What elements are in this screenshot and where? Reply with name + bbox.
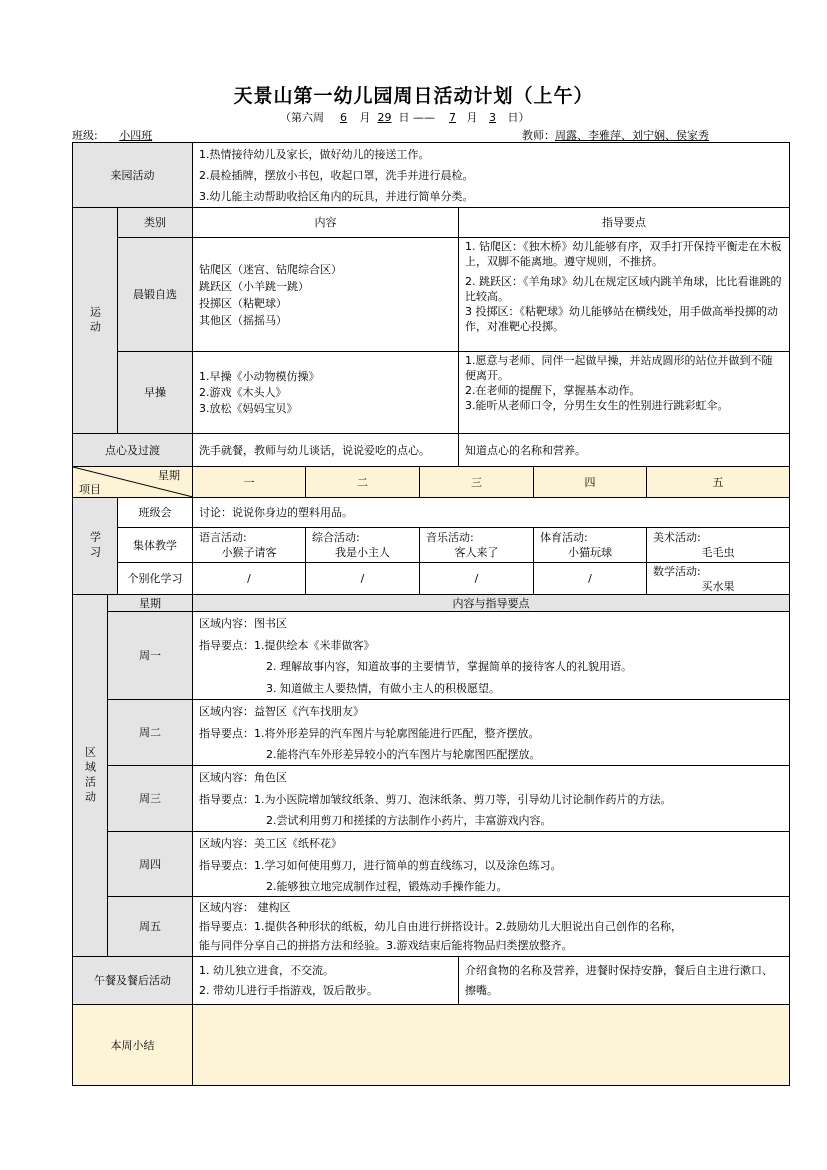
drill-item: 3.放松《妈妈宝贝》 [199,401,298,415]
arrival-label: 来园活动 [73,143,193,208]
lunch-content [193,957,459,1005]
area-label-text: 区域活动 [83,745,97,806]
col-guide: 指导要点 [459,208,790,238]
day-header: 二 [306,467,420,498]
group-teaching-cell [647,528,790,563]
area-line: 区域内容：益智区《汽车找朋友》 [199,705,364,718]
individual-cell: / [534,563,647,595]
activity-type: 数学活动: [653,564,701,578]
learning-label [73,498,118,595]
end-day: 3 [489,111,496,124]
summary-label: 本周小结 [73,1005,193,1086]
snack-content-text: 洗手就餐，教师与幼儿谈话，说说爱吃的点心。 [199,443,430,457]
guide-prefix: 指导要点： [199,638,254,652]
col-category: 类别 [118,208,193,238]
area-day-content [193,766,790,832]
date-dash: —— [413,111,435,124]
guide-prefix: 指导要点： [199,920,254,933]
exercise-guide-item: 2. 跳跃区：《羊角球》幼儿在规定区域内跳羊角球，比比看谁跳的比较高。 [465,275,782,303]
group-teaching-cell [193,528,306,563]
arrival-item: 2.晨检插牌，摆放小书包，收起口罩，洗手并进行晨检。 [199,168,474,182]
guide-point: 2.尝试利用剪刀和搓揉的方法制作小药片，丰富游戏内容。 [266,814,552,827]
area-line: 区域内容：图书区 [199,617,287,630]
snack-label: 点心及过渡 [73,434,193,467]
snack-guide-text: 知道点心的名称和营养。 [465,443,586,457]
guide-prefix: 指导要点： [199,792,254,806]
group-teaching-label: 集体教学 [118,528,193,563]
activity-name: 小猴子请客 [221,546,277,559]
activity-name: 毛毛虫 [701,546,735,559]
morning-exercise-guide [459,238,790,352]
guide-point: 1.提供各种形状的纸板，幼儿自由进行拼搭设计。2.鼓励幼儿大胆说出自己创作的名称， [254,920,682,933]
exercise-item: 跳跃区（小羊跳一跳） [199,279,309,293]
morning-exercise-label: 晨锻自选 [118,238,193,352]
sports-label [73,208,118,434]
guide-point: 1.提供绘本《米菲做客》 [254,638,375,652]
morning-drill-label: 早操 [118,352,193,434]
summary-content[interactable] [193,1005,790,1086]
morning-exercise-content [193,238,459,352]
guide-point: 1.学习如何使用剪刀，进行简单的剪直线练习，以及涂色练习。 [254,858,562,872]
day-header: 一 [193,467,306,498]
area-line: 区域内容：角色区 [199,771,287,784]
guide-point: 1.为小医院增加皱纹纸条、剪刀、泡沫纸条、剪刀等，引导幼儿讨论制作药片的方法。 [254,792,672,806]
guide-prefix: 指导要点： [199,726,254,740]
drill-item: 2.游戏《木头人》 [199,385,287,399]
activity-type: 体育活动: [540,531,588,544]
lunch-item: 2. 带幼儿进行手指游戏，饭后散步。 [199,983,378,997]
area-line: 区域内容： 建构区 [199,901,291,914]
guide-point: 3. 知道做主人要热情，有做小主人的积极愿望。 [266,681,500,695]
guide-point: 1.将外形差异的汽车图片与轮廓图能进行匹配，整齐摆放。 [254,726,540,740]
day-header: 五 [647,467,790,498]
activity-type: 综合活动: [312,531,360,544]
start-day: 29 [377,111,392,124]
arrival-item: 3.幼儿能主动帮助收拾区角内的玩具，并进行简单分类。 [199,189,474,203]
group-teaching-cell [306,528,420,563]
area-day-content [193,612,790,700]
group-teaching-cell [420,528,534,563]
area-day-label: 周三 [108,766,193,832]
individual-cell: / [193,563,306,595]
area-col-content: 内容与指导要点 [193,595,790,612]
area-day-content [193,832,790,897]
class-meeting-content [193,498,790,528]
individual-cell-math [647,563,790,595]
date-range [280,109,530,125]
exercise-item: 投掷区（粘靶球） [199,296,287,310]
activity-type: 语言活动: [199,531,247,544]
morning-drill-guide [459,352,790,434]
area-line: 区域内容：美工区《纸杯花》 [199,837,342,850]
day-header: 三 [420,467,534,498]
area-day-content [193,897,790,957]
individual-learning-label: 个别化学习 [118,563,193,595]
guide-prefix: 指导要点： [199,858,254,872]
class-meeting-text: 讨论：说说你身边的塑料用品。 [199,506,353,519]
snack-content [193,434,459,467]
weekday-label: 星期 [158,469,180,482]
group-teaching-cell [534,528,647,563]
area-col-weekday: 星期 [108,595,193,612]
morning-drill-content [193,352,459,434]
teacher-names: 周露、李雅萍、刘宁娴、侯家秀 [555,129,709,142]
activity-name: 客人来了 [454,546,499,559]
individual-cell: / [306,563,420,595]
arrival-content [193,143,790,208]
guide-point: 2.能够独立地完成制作过程，锻炼动手操作能力。 [266,880,508,893]
exercise-guide-item: 1. 钻爬区：《独木桥》幼儿能够有序，双手打开保持平衡走在木板上，双脚不能离地。遵守规则，不推挤。 [465,240,782,268]
area-label [73,595,108,957]
area-day-label: 周五 [108,897,193,957]
teacher-label: 教师： [522,129,555,142]
class-meeting-label: 班级会 [118,498,193,528]
drill-guide-item: 3.能听从老师口令，分男生女生的性别进行跳彩虹伞。 [465,399,729,412]
lunch-guide-text: 介绍食物的名称及营养，进餐时保持安静，餐后自主进行漱口、擦嘴。 [465,963,773,997]
class-info [72,127,174,143]
exercise-item: 其他区（摇摇马） [199,313,287,327]
learning-label-text: 学习 [88,531,102,561]
snack-guide [459,434,790,467]
area-day-label: 周四 [108,832,193,897]
item-label: 项目 [79,483,101,496]
activity-name: 小猫玩球 [568,546,612,559]
subtitle-close: 日） [507,111,530,124]
guide-point: 2.能将汽车外形差异较小的汽车图片与轮廓图匹配摆放。 [266,748,541,761]
exercise-item: 钻爬区（迷宫、钻爬综合区） [199,262,342,276]
guide-point: 2. 理解故事内容，知道故事的主要情节，掌握简单的接待客人的礼貌用语。 [266,660,632,673]
teacher-info [522,127,709,143]
activity-type: 美术活动: [653,531,701,544]
activity-name: 我是小主人 [335,546,390,559]
start-month: 6 [340,111,347,124]
activity-type: 音乐活动: [426,531,474,544]
week-number: （第六周 [280,111,324,124]
area-day-content [193,700,790,766]
page-title: 天景山第一幼儿园周日活动计划（上午） [233,85,594,107]
exercise-guide-item: 3 投掷区：《粘靶球》幼儿能够站在横线处，用手做高举投掷的动作，对准靶心投掷。 [465,305,778,333]
lunch-label: 午餐及餐后活动 [73,957,193,1005]
col-content: 内容 [193,208,459,238]
activity-name: 买水果 [701,579,735,593]
sports-label-text: 运动 [88,305,102,336]
area-day-label: 周二 [108,700,193,766]
end-month: 7 [449,111,456,124]
arrival-item: 1.热情接待幼儿及家长，做好幼儿的接送工作。 [199,147,430,161]
lunch-item: 1. 幼儿独立进食，不交流。 [199,963,334,977]
area-day-label: 周一 [108,612,193,700]
plan-table [72,142,790,1086]
class-label: 班级: [72,129,98,142]
drill-guide-item: 1.愿意与老师、同伴一起做早操，并站成圆形的站位并做到不随便离开。 [465,354,773,382]
day-header: 四 [534,467,647,498]
individual-cell: / [420,563,534,595]
month-char: 月 [466,111,478,124]
drill-guide-item: 2.在老师的提醒下，掌握基本动作。 [465,384,641,397]
day-char: 日 [398,111,410,124]
class-name: 小四班 [119,129,153,142]
week-header-corner [73,467,193,498]
guide-point: 能与同伴分享自己的拼搭方法和经验。3.游戏结束后能将物品归类摆放整齐。 [199,939,573,952]
drill-item: 1.早操《小动物模仿操》 [199,369,320,383]
month-char: 月 [359,111,371,124]
lunch-guide [459,957,790,1005]
